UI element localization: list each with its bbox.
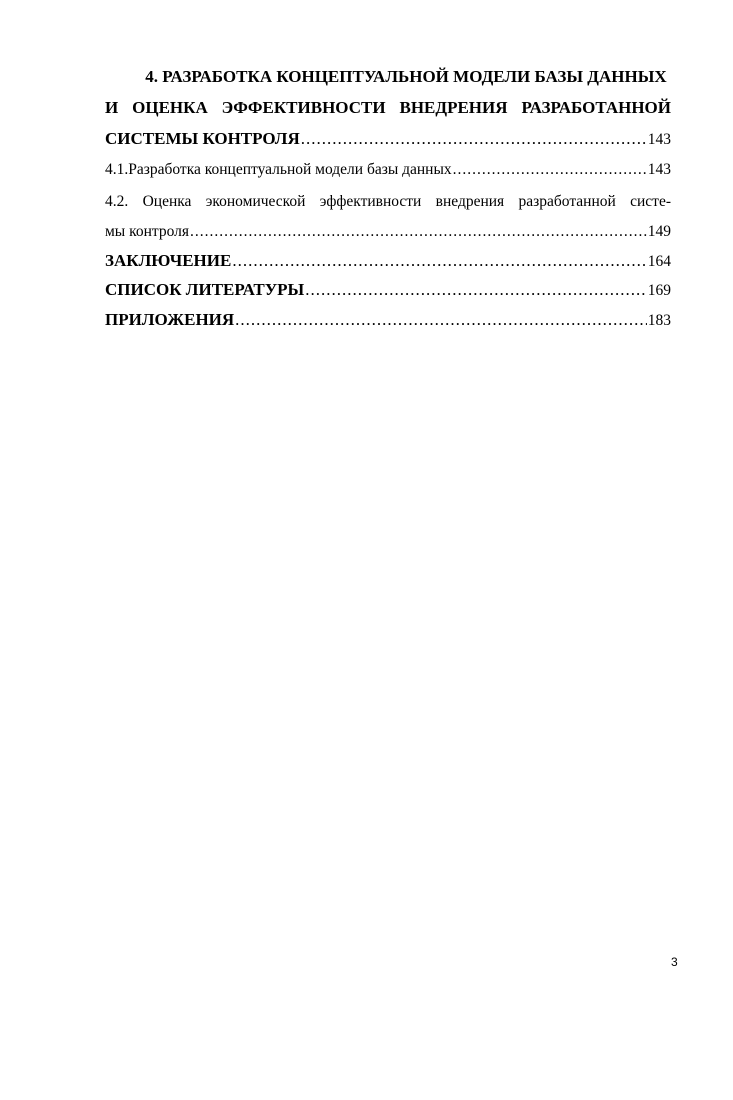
toc-section41-title: 4.1.Разработка концептуальной модели базы данных: [105, 161, 452, 178]
toc-chapter4-line3: СИСТЕМЫ КОНТРОЛЯ: [105, 129, 300, 148]
toc-entry-appendices[interactable]: [105, 307, 671, 333]
toc-chapter4-page: 143: [647, 131, 671, 148]
toc-entry-section-4-2[interactable]: [105, 219, 671, 245]
dot-leader: [453, 157, 647, 183]
dot-leader: [305, 277, 646, 303]
dot-leader: [190, 219, 647, 245]
toc-entry-references[interactable]: [105, 277, 671, 303]
toc-appendices-page: 183: [647, 312, 671, 329]
toc-chapter4-line1: 4. РАЗРАБОТКА КОНЦЕПТУАЛЬНОЙ МОДЕЛИ БАЗЫ ДАННЫХ: [145, 67, 667, 86]
toc-section42-page: 149: [647, 223, 671, 240]
toc-section42-line2: мы контроля: [105, 223, 190, 240]
dot-leader: [301, 126, 647, 152]
toc-entry-section-4-1[interactable]: [105, 157, 671, 183]
dot-leader: [235, 307, 647, 333]
toc-section41-page: 143: [647, 161, 671, 178]
toc-appendices-title: ПРИЛОЖЕНИЯ: [105, 310, 235, 329]
toc-entry-conclusion[interactable]: [105, 248, 671, 274]
page-number: 3: [671, 955, 678, 969]
toc-conclusion-page: 164: [647, 253, 671, 270]
toc-conclusion-title: ЗАКЛЮЧЕНИЕ: [105, 251, 232, 270]
toc-references-page: 169: [647, 282, 671, 299]
toc-entry-chapter4[interactable]: [105, 126, 671, 152]
toc-chapter4-line2: И ОЦЕНКА ЭФФЕКТИВНОСТИ ВНЕДРЕНИЯ РАЗРАБОТАННОЙ: [105, 98, 671, 117]
toc-references-title: СПИСОК ЛИТЕРАТУРЫ: [105, 280, 305, 299]
dot-leader: [232, 248, 646, 274]
toc-section42-line1: 4.2. Оценка экономической эффективности внедрения разработанной систе-: [105, 193, 671, 210]
